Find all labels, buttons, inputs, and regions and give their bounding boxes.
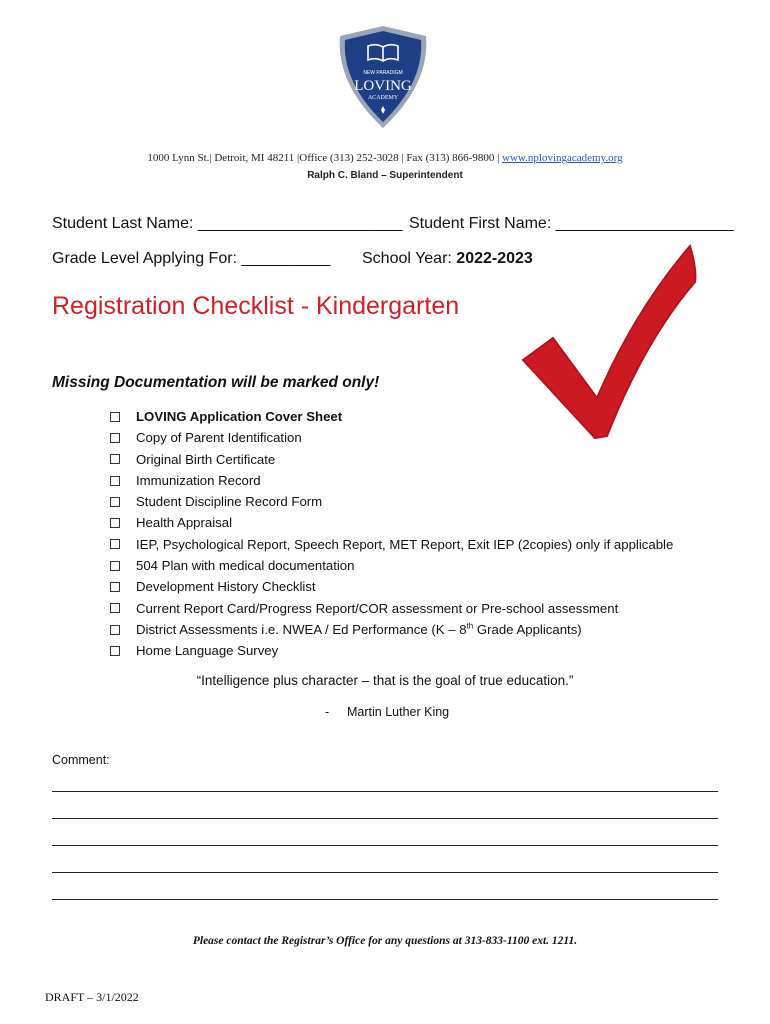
checkbox[interactable]: [110, 412, 120, 422]
checklist-item: [110, 449, 673, 470]
school-year-label: School Year:: [362, 250, 457, 267]
checkbox[interactable]: [110, 582, 120, 592]
first-name-field[interactable]: Student First Name: ____________________: [408, 215, 734, 232]
comment-line[interactable]: [52, 818, 718, 819]
contact-note: Please contact the Registrar’s Office for any questions at 313-833-1100 ext. 1211.: [192, 935, 578, 947]
address-line: [0, 152, 770, 164]
logo-text-top: NEW PARADIGM: [363, 70, 403, 76]
school-year: [362, 250, 533, 268]
checklist-item: [110, 470, 673, 491]
checklist-item: [110, 491, 673, 512]
checkbox[interactable]: [110, 476, 120, 486]
checklist-item-label: Student Discipline Record Form: [136, 494, 323, 510]
grade-level-field[interactable]: Grade Level Applying For: __________: [52, 250, 331, 267]
checklist-item-label: Copy of Parent Identification: [136, 430, 302, 446]
quote-attribution: [325, 705, 449, 719]
checkbox[interactable]: [110, 646, 120, 656]
last-name-field[interactable]: Student Last Name: _______________________: [52, 215, 403, 232]
checkbox[interactable]: [110, 625, 120, 635]
academy-logo: [330, 24, 436, 130]
quote-author: Martin Luther King: [347, 705, 450, 719]
draft-date: DRAFT – 3/1/2022: [45, 990, 139, 1004]
checklist-item-label: Original Birth Certificate: [136, 451, 276, 467]
school-year-value: 2022-2023: [456, 250, 533, 267]
checkbox[interactable]: [110, 603, 120, 613]
address-text: 1000 Lynn St.| Detroit, MI 48211 |Office (313) 252-3028 | Fax (313) 866-9800 |: [147, 152, 503, 164]
checklist-item-label: IEP, Psychological Report, Speech Report, MET Report, Exit IEP (2copies) only if applicable: [136, 536, 674, 552]
checklist-item-label: District Assessments i.e. NWEA / Ed Performance (K – 8th Grade Applicants): [136, 621, 582, 637]
checklist-item-label: Development History Checklist: [136, 579, 316, 595]
comment-line[interactable]: [52, 845, 718, 846]
checkbox[interactable]: [110, 433, 120, 443]
checklist-item-label: 504 Plan with medical documentation: [136, 558, 355, 574]
checklist-item-label: LOVING Application Cover Sheet: [136, 409, 343, 424]
checklist-item: [110, 406, 673, 427]
missing-note: Missing Documentation will be marked only!: [52, 374, 380, 391]
checklist-item-label: Home Language Survey: [136, 643, 279, 659]
checklist-item: [110, 619, 673, 640]
logo-text-main: LOVING: [354, 78, 412, 94]
checkbox[interactable]: [110, 454, 120, 464]
checklist-item-label: Current Report Card/Progress Report/COR assessment or Pre-school assessment: [136, 600, 619, 616]
checkbox[interactable]: [110, 561, 120, 571]
checklist-item: [110, 640, 673, 661]
name-row: [52, 215, 734, 233]
page-title: Registration Checklist - Kindergarten: [52, 292, 460, 320]
checklist-item: [110, 534, 673, 555]
checklist-item: [110, 555, 673, 576]
checkbox[interactable]: [110, 518, 120, 528]
comment-line[interactable]: [52, 872, 718, 873]
checklist-item: [110, 598, 673, 619]
checkbox[interactable]: [110, 539, 120, 549]
checklist-item: [110, 512, 673, 533]
checklist-item-label: Health Appraisal: [136, 515, 233, 531]
checklist-item: [110, 427, 673, 448]
quote-dash: -: [325, 705, 330, 719]
superintendent: Ralph C. Bland – Superintendent: [307, 170, 463, 181]
checkbox[interactable]: [110, 497, 120, 507]
checklist-item-label: Immunization Record: [136, 472, 261, 488]
website-link[interactable]: www.nplovingacademy.org: [502, 152, 623, 164]
checklist-item: [110, 576, 673, 597]
comment-line[interactable]: [52, 791, 718, 792]
comment-line[interactable]: [52, 899, 718, 900]
comment-label: Comment:: [52, 753, 110, 767]
logo-text-bottom: ACADEMY: [367, 95, 399, 101]
checklist: [110, 406, 673, 662]
quote: “Intelligence plus character – that is the goal of true education.”: [196, 673, 574, 688]
